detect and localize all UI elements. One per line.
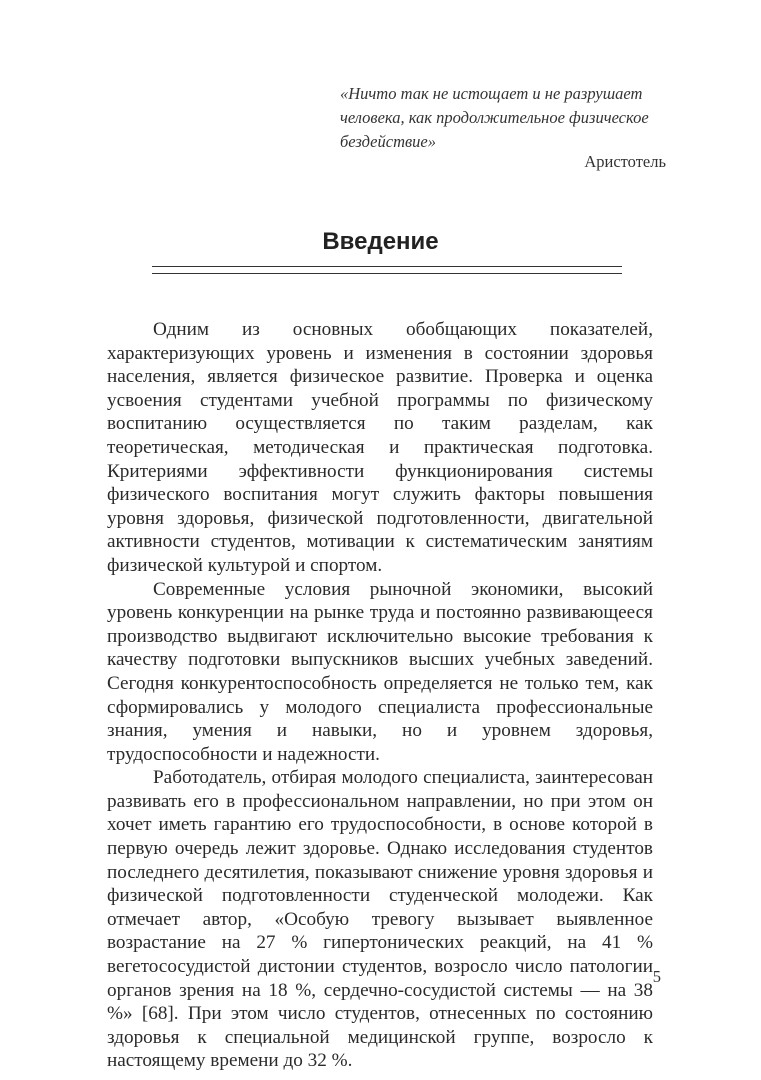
title-double-rule (152, 266, 622, 274)
epigraph-author: Аристотель (584, 152, 666, 171)
paragraph-2: Современные условия рыночной экономики, высокий уровень конкуренции на рынке труда и постоянно развивающееся производство выдвигают исключительно высокие требования к качеству подготовки выпускников высших учебных заведений. Сегодня конкурентоспособность определяется не только тем, как сформировались у молодого специалиста профессиональные знания, умения и навыки, но и уровнем здоровья, трудоспособности и надежности. (107, 578, 653, 765)
paragraph-3: Работодатель, отбирая молодого специалиста, заинтересован развивать его в профессиональном направлении, но при этом он хочет иметь гарантию его трудоспособности, в основе которой в первую очередь лежит здоровье. Однако исследования студентов последнего десятилетия, показывают снижение уровня здоровья и физической подготовленности студенческой молодежи. Как отмечает автор, «Особую тревогу вызывает выявленное возрастание на 27 % гипертонических реакций, на 41 % вегетососудистой дистонии студентов, возросло число патологии органов зрения на 18 %, сердечно-сосудистой системы — на 38 %» [68]. При этом число студентов, отнесенных по состоянию здоровья к специальной медицинской группе, возросло к настоящему времени до 32 %. (107, 767, 653, 1072)
page-number: 5 (652, 967, 661, 986)
body-text (107, 318, 653, 1073)
paragraph-1: Одним из основных обобщающих показателей, характеризующих уровень и изменения в состоянии здоровья населения, является физическое развитие. Проверка и оценка усвоения студентами учебной программы по физическому воспитанию осуществляется по таким разделам, как теоретическая, методическая и практическая подготовка. Критериями эффективности функционирования системы физического воспитания могут служить факторы повышения уровня здоровья, физической подготовленности, двигательной активности студентов, мотивации к систематическим занятиям физической культурой и спортом. (107, 319, 653, 576)
page-title: Введение (322, 228, 439, 255)
epigraph-quote: «Ничто так не истощает и не разрушает человека, как продолжительное физическое бездействие» (340, 84, 649, 151)
